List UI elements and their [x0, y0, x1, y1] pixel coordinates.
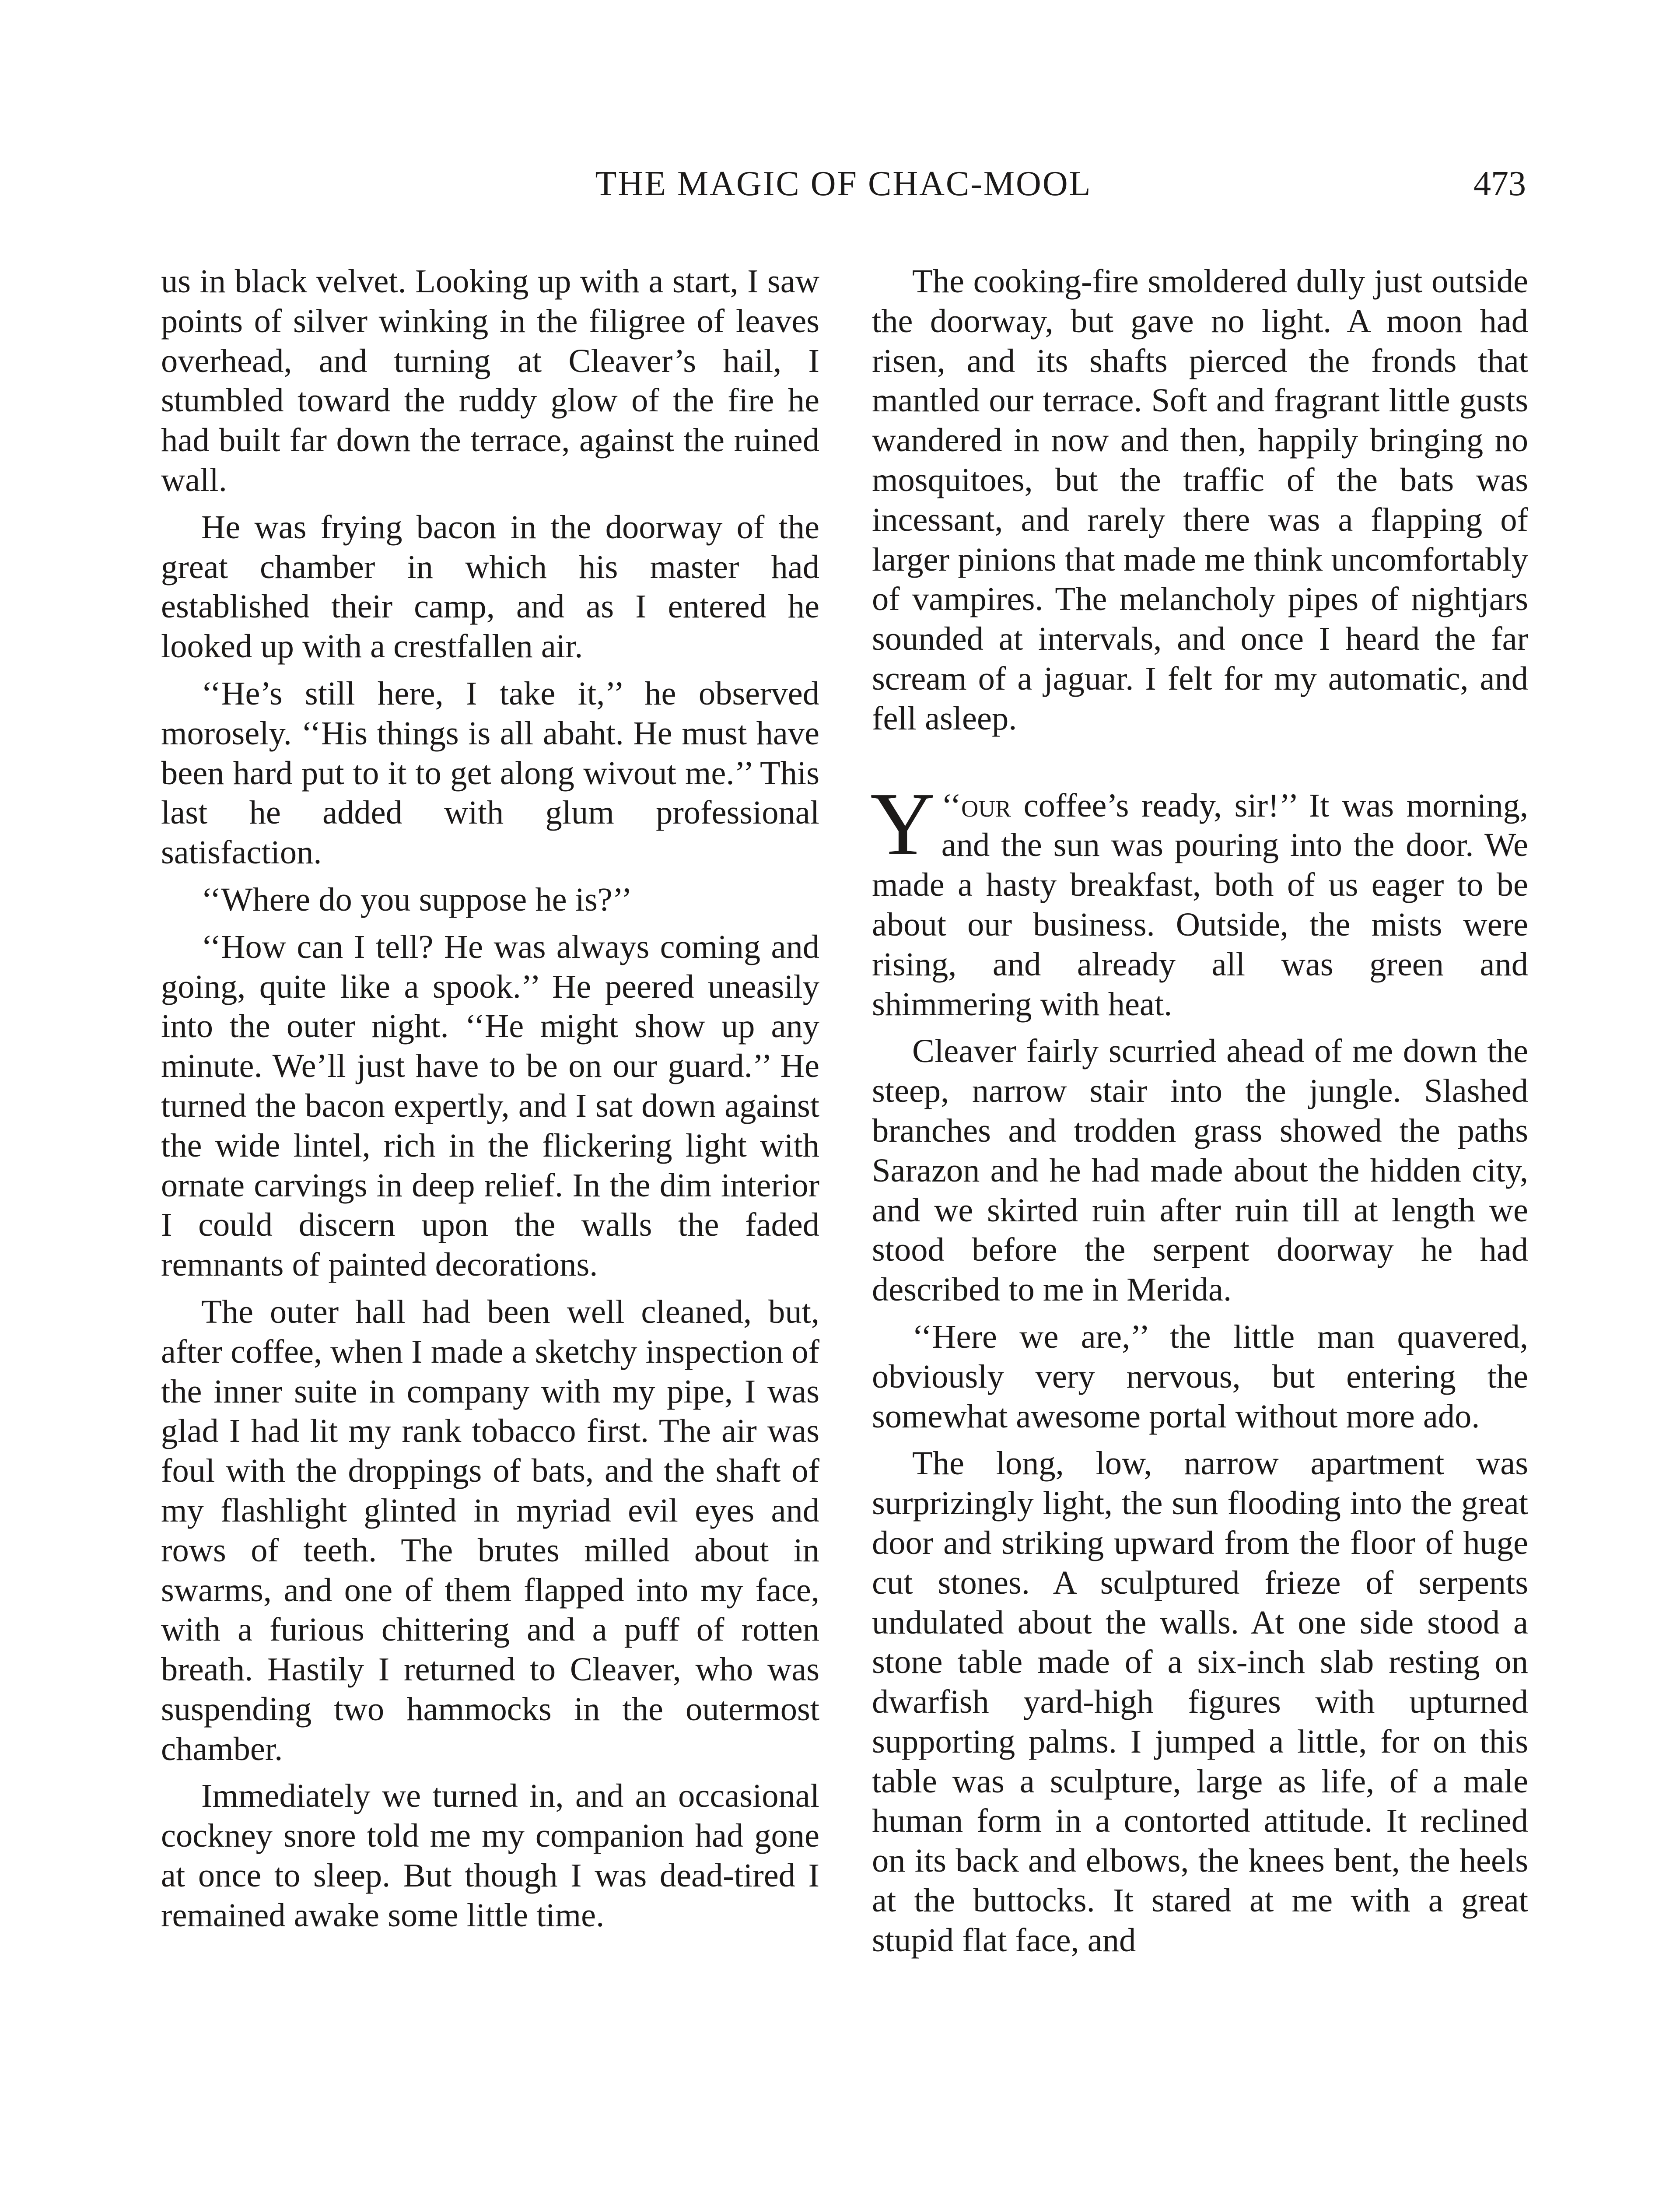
text-column-right: [872, 262, 1528, 1968]
running-header: [161, 158, 1526, 210]
paragraph: The long, low, narrow apartment was surprizingly light, the sun flooding into the great door and striking upward from the floor of huge cut stones. A sculptured frieze of serpents undulated about the walls. At one side stood a stone table made of a six-inch slab resting on dwarfish yard-high figures with upturned supporting palms. I jumped a little, for on this table was a sculpture, large as life, of a male human form in a contorted attitude. It reclined on its back and elbows, the knees bent, the heels at the buttocks. It stared at me with a great stupid flat face, and: [872, 1445, 1528, 1959]
drop-cap: Y: [870, 773, 935, 874]
paragraph-text: coffee’s ready, sir!’’ It was morning, and the sun was pouring into the door. We made a hasty breakfast, both of us eager to be about our business. Outside, the mists were rising, and already all was green and shimmering with heat.: [872, 786, 1528, 1023]
paragraph: Cleaver fairly scurried ahead of me down the steep, narrow stair into the jungle. Slashed branches and trodden grass showed the paths Sarazon and he had made about the hidden city, and we skirted ruin after ruin till at length we stood before the serpent doorway he had described to me in Merida.: [872, 1032, 1528, 1308]
paragraph: ‘‘Here we are,’’ the little man quavered, obviously very nervous, but entering the somewhat awesome portal without more ado.: [872, 1318, 1528, 1435]
paragraph: ‘‘He’s still here, I take it,’’ he observed morosely. ‘‘His things is all abaht. He must have been hard put to it to get along wivout me.’’ This last he added with glum professional satisfaction.: [161, 674, 819, 871]
opening-quote: ‘‘: [941, 786, 962, 824]
paragraph: ‘‘Where do you suppose he is?’’: [201, 880, 632, 918]
paragraph: The cooking-fire smoldered dully just outside the doorway, but gave no light. A moon had risen, and its shafts pierced the fronds that mantled our terrace. Soft and fragrant little gusts wandered in now and then, happily bringing no mosquitoes, but the traffic of the bats was incessant, and rarely there was a flapping of larger pinions that made me think uncomfortably of vampires. The melancholy pipes of nightjars sounded at intervals, and once I heard the far scream of a jaguar. I felt for my automatic, and fell asleep.: [872, 263, 1528, 737]
paragraph: us in black velvet. Looking up with a start, I saw points of silver winking in the filigree of leaves overhead, and turning at Cleaver’s hail, I stumbled toward the ruddy glow of the fire he had built far down the terrace, against the ruined wall.: [161, 263, 819, 498]
paragraph: He was frying bacon in the doorway of the great chamber in which his master had established their camp, and as I entered he looked up with a crestfallen air.: [161, 508, 819, 665]
running-title: THE MAGIC OF CHAC-MOOL: [595, 165, 1092, 203]
paragraph: Immediately we turned in, and an occasional cockney snore told me my companion had gone at once to sleep. But though I was dead-tired I remained awake some little time.: [161, 1777, 819, 1934]
section-opening-paragraph: [870, 773, 1528, 1024]
text-column-left: [161, 262, 819, 1943]
page-number: 473: [1474, 165, 1526, 203]
small-caps-lead: our: [961, 786, 1012, 824]
paragraph: ‘‘How can I tell? He was always coming and going, quite like a spook.’’ He peered uneasily into the outer night. ‘‘He might show up any minute. We’ll just have to be on our guard.’’ He turned the bacon expertly, and I sat down against the wide lintel, rich in the flickering light with ornate carvings in deep relief. In the dim interior I could discern upon the walls the faded remnants of painted decorations.: [161, 928, 819, 1283]
paragraph: The outer hall had been well cleaned, but, after coffee, when I made a sketchy inspection of the inner suite in company with my pipe, I was glad I had lit my rank tobacco first. The air was foul with the droppings of bats, and the shaft of my flashlight glinted in myriad evil eyes and rows of teeth. The brutes milled about in swarms, and one of them flapped into my face, with a furious chittering and a puff of rotten breath. Hastily I returned to Cleaver, who was suspending two hammocks in the outermost chamber.: [161, 1293, 819, 1767]
